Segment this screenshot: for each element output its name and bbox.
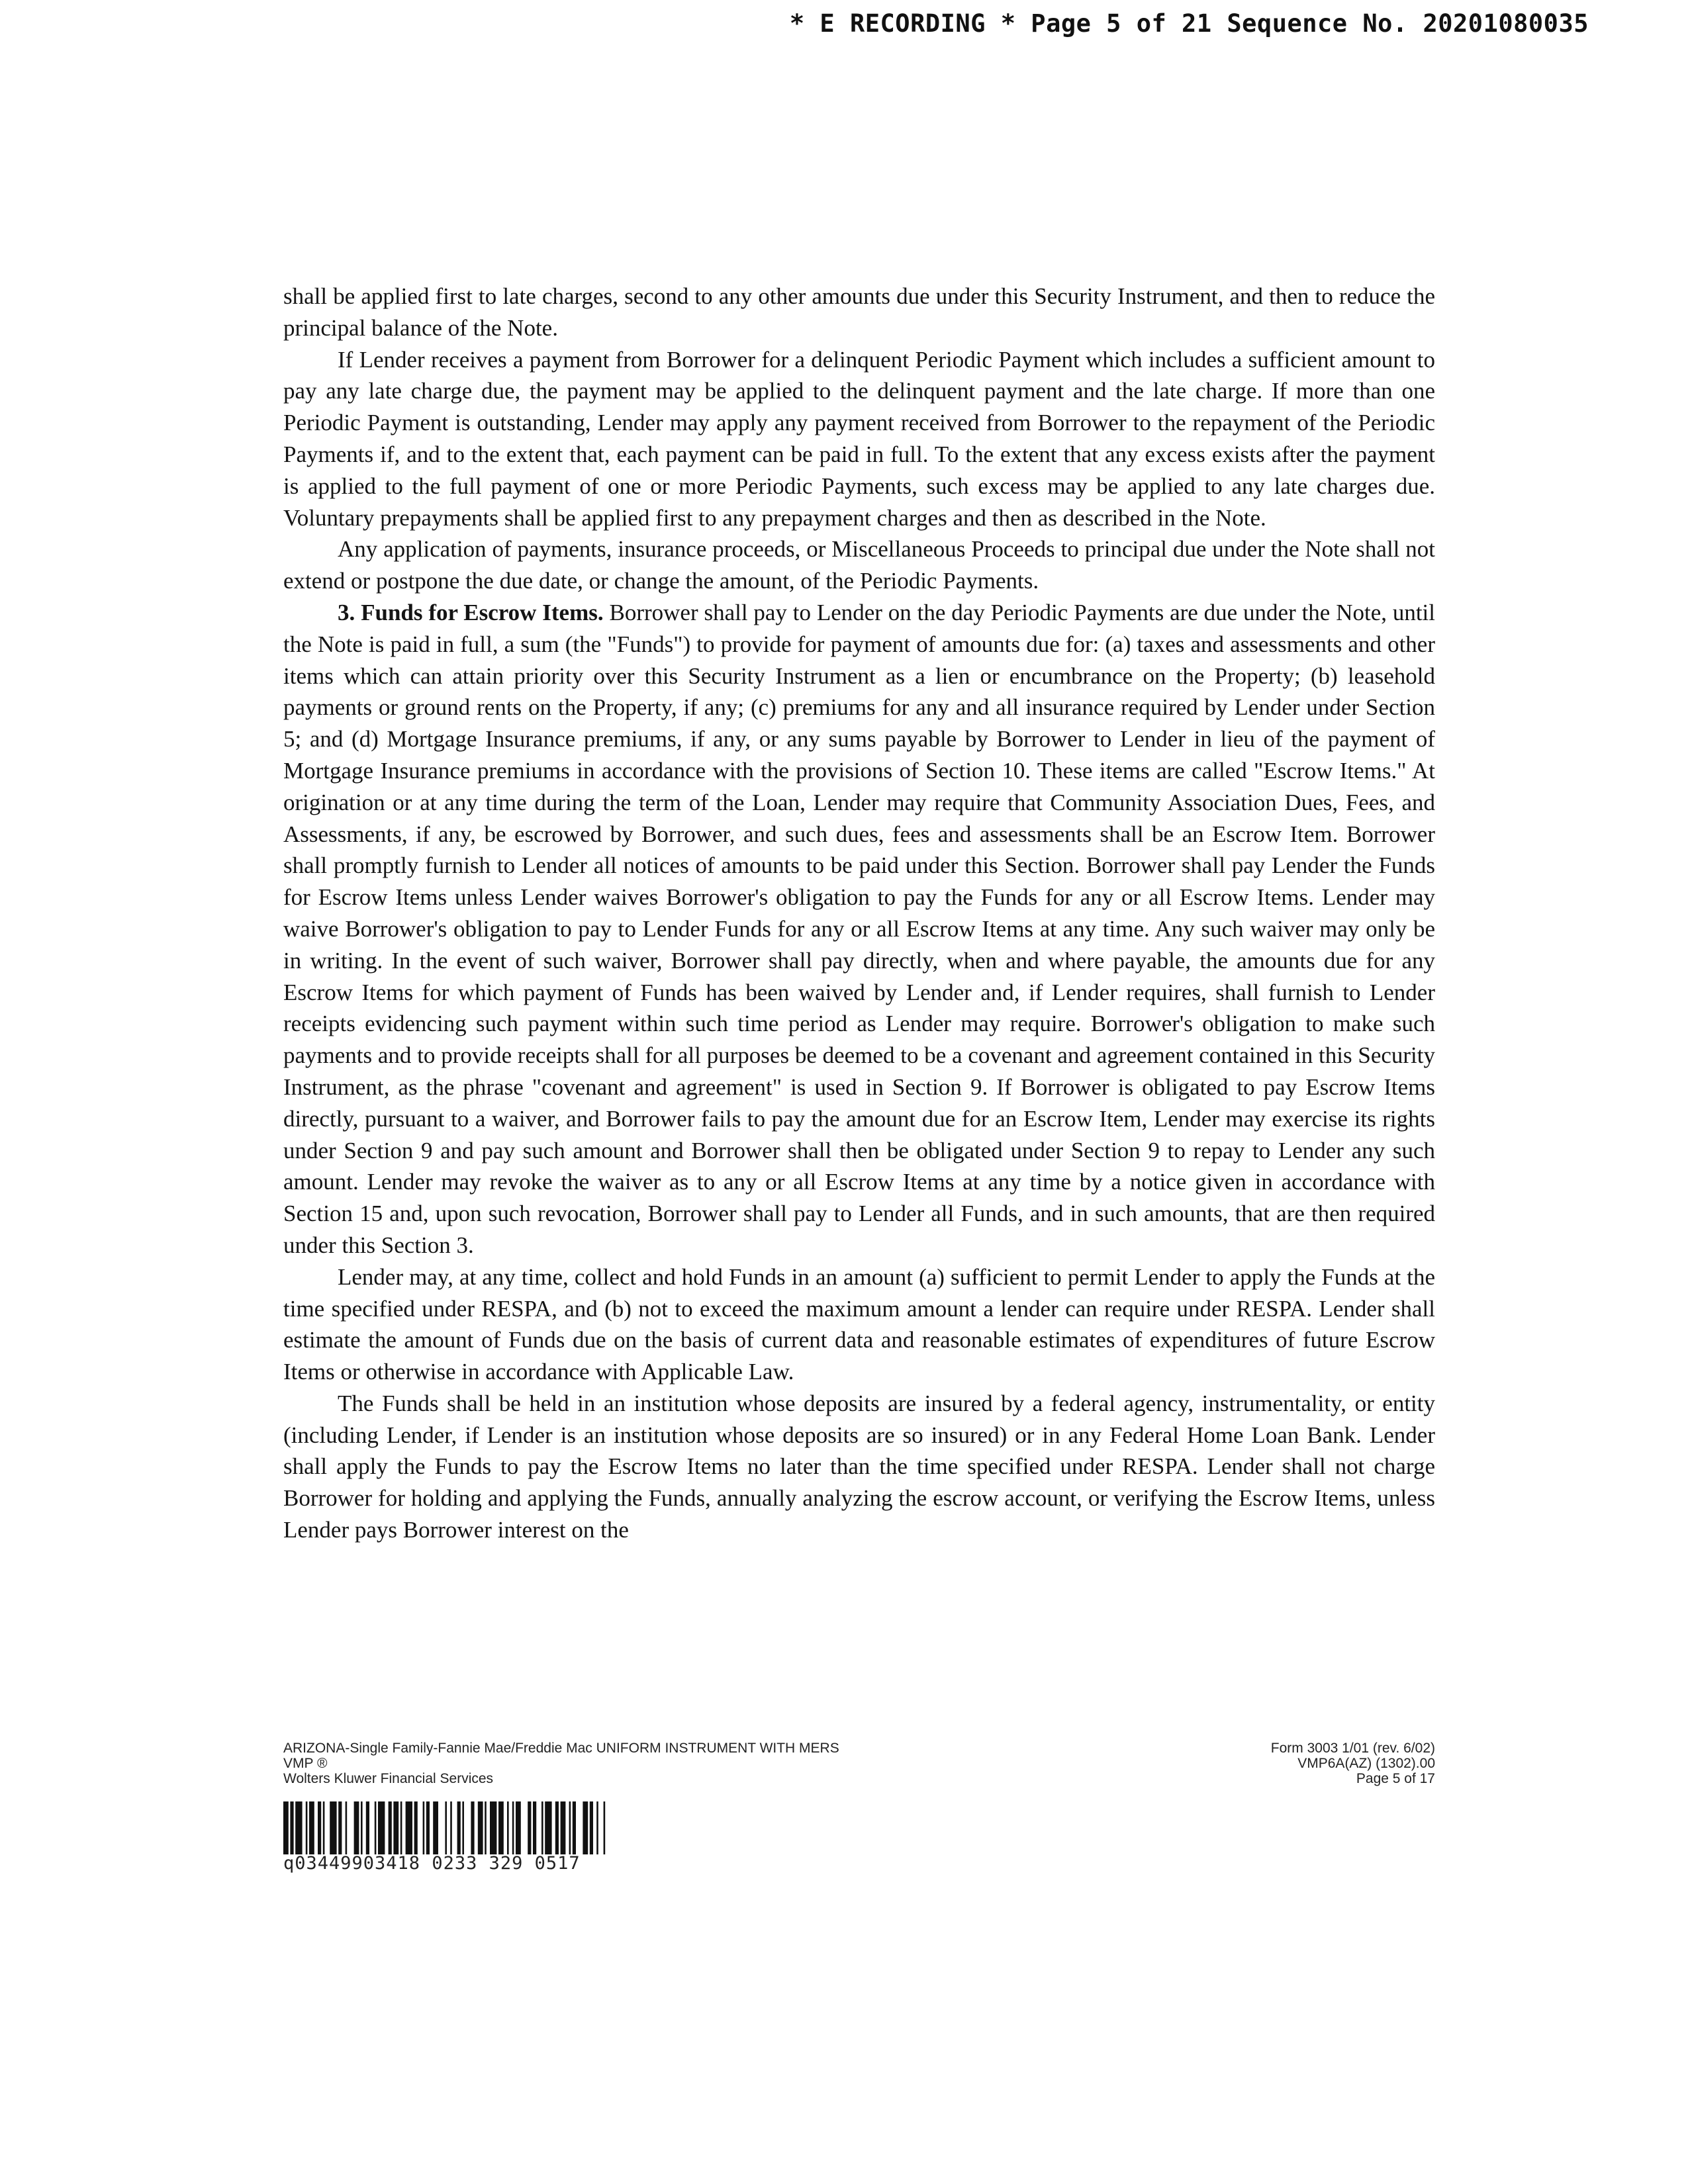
- barcode-bar: [406, 1801, 412, 1854]
- barcode-bar: [393, 1801, 399, 1854]
- footer-form-number: [1271, 1741, 1435, 1786]
- barcode-bar: [400, 1801, 402, 1854]
- footer-form-info: [283, 1741, 839, 1786]
- barcode-bar: [354, 1801, 359, 1854]
- barcode-bar: [295, 1801, 302, 1854]
- barcode-bar: [423, 1801, 425, 1854]
- paragraph-funds-for-escrow: [283, 597, 1435, 1261]
- barcode-bar: [512, 1801, 514, 1854]
- barcode-bar: [490, 1801, 496, 1854]
- footer-page-number: Page 5 of 17: [1356, 1771, 1435, 1786]
- document-body: [283, 281, 1435, 1546]
- barcode-bar: [604, 1801, 606, 1854]
- barcode-bar: [290, 1801, 293, 1854]
- barcode-bar: [323, 1801, 325, 1854]
- barcode-bar: [545, 1801, 551, 1854]
- barcode-bar: [573, 1801, 576, 1854]
- recording-stamp: * E RECORDING * Page 5 of 21 Sequence No. 20201080035: [789, 9, 1589, 38]
- paragraph: shall be applied first to late charges, second to any other amounts due under this Security Instrument, and then to reduce the principal balance of the Note.: [283, 283, 1435, 341]
- barcode-number: q03449903418 0233 329 0517: [283, 1853, 581, 1874]
- barcode: [283, 1801, 733, 1854]
- barcode-bar: [485, 1801, 487, 1854]
- barcode-bar: [283, 1801, 289, 1854]
- barcode-bar: [555, 1801, 559, 1854]
- barcode-bar: [450, 1801, 452, 1854]
- barcode-bar: [433, 1801, 438, 1854]
- paragraph: Lender may, at any time, collect and hold Funds in an amount (a) sufficient to permit Lender to apply the Funds at the time specified under RESPA, and (b) not to exceed the maximum amount a lender can require under RESPA. Lender shall estimate the amount of Funds due on the basis of current data and reasonable estimates of expenditures of future Escrow Items or otherwise in accordance with Applicable Law.: [283, 1263, 1435, 1385]
- barcode-bar: [507, 1801, 509, 1854]
- barcode-bar: [457, 1801, 461, 1854]
- barcode-bar: [541, 1801, 543, 1854]
- barcode-bar: [414, 1801, 418, 1854]
- barcode-bar: [361, 1801, 363, 1854]
- barcode-bar: [426, 1801, 430, 1854]
- barcode-bar: [445, 1801, 447, 1854]
- barcode-bar: [478, 1801, 483, 1854]
- footer-form-title: ARIZONA-Single Family-Fannie Mae/Freddie Mac UNIFORM INSTRUMENT WITH MERS: [283, 1741, 839, 1756]
- barcode-bar: [462, 1801, 464, 1854]
- footer-vmp: VMP ®: [283, 1756, 328, 1771]
- barcode-bar: [528, 1801, 531, 1854]
- barcode-bar: [366, 1801, 369, 1854]
- barcode-bar: [306, 1801, 308, 1854]
- barcode-bar: [389, 1801, 392, 1854]
- footer-publisher: Wolters Kluwer Financial Services: [283, 1771, 494, 1786]
- section-heading: 3. Funds for Escrow Items.: [338, 599, 604, 625]
- footer-form-code: VMP6A(AZ) (1302).00: [1297, 1756, 1435, 1771]
- barcode-bar: [516, 1801, 521, 1854]
- paragraph: Any application of payments, insurance proceeds, or Miscellaneous Proceeds to principal due under the Note shall not extend or postpone the due date, or change the amount, of the Periodic Payments.: [283, 536, 1435, 594]
- barcode-bar: [583, 1801, 588, 1854]
- barcode-bar: [338, 1801, 342, 1854]
- barcode-bar: [498, 1801, 504, 1854]
- paragraph: The Funds shall be held in an institution whose deposits are insured by a federal agency, instrumentality, or entity (including Lender, if Lender is an institution whose deposits are so insured) or in any Federal Home Loan Bank. Lender shall apply the Funds to pay the Escrow Items no later than the time specified under RESPA. Lender shall not charge Borrower for holding and applying the Funds, annually analyzing the escrow account, or verifying the Escrow Items, unless Lender pays Borrower interest on the: [283, 1390, 1435, 1543]
- paragraph: If Lender receives a payment from Borrower for a delinquent Periodic Payment which includes a sufficient amount to pay any late charge due, the payment may be applied to the delinquent payment and the late charge. If more than one Periodic Payment is outstanding, Lender may apply any payment received from Borrower to the repayment of the Periodic Payments if, and to the extent that, each payment can be paid in full. To the extent that any excess exists after the payment is applied to the full payment of one or more Periodic Payments, such excess may be applied to any late charges due. Voluntary prepayments shall be applied first to any prepayment charges and then as described in the Note.: [283, 346, 1435, 531]
- barcode-bar: [569, 1801, 571, 1854]
- barcode-bar: [471, 1801, 474, 1854]
- barcode-bar: [318, 1801, 321, 1854]
- barcode-bar: [309, 1801, 314, 1854]
- barcode-bar: [330, 1801, 336, 1854]
- barcode-bar: [346, 1801, 348, 1854]
- paragraph-text: Borrower shall pay to Lender on the day Periodic Payments are due under the Note, until the Note is paid in full, a sum (the "Funds") to provide for payment of amounts due for: (a) taxes and assessments and other items which can attain priority over this Security Instrument as a lien or encumbrance on the Property; (b) leasehold payments or ground rents on the Property, if any; (c) premiums for any and all insurance required by Lender under Section 5; and (d) Mortgage Insurance premiums, if any, or any sums payable by Borrower to Lender in lieu of the payment of Mortgage Insurance premiums in accordance with the provisions of Section 10. These items are called "Escrow Items." At origination or at any time during the term of the Loan, Lender may require that Community Association Dues, Fees, and Assessments, if any, be escrowed by Borrower, and such dues, fees and assessments shall be an Escrow Item. Borrower shall promptly furnish to Lender all notices of amounts to be paid under this Section. Borrower shall pay Lender the Funds for Escrow Items unless Lender waives Borrower's obligation to pay the Funds for any or all Escrow Items. Lender may waive Borrower's obligation to pay to Lender Funds for any or all Escrow Items at any time. Any such waiver may only be in writing. In the event of such waiver, Borrower shall pay directly, when and where payable, the amounts due for any Escrow Items for which payment of Funds has been waived by Lender and, if Lender requires, shall furnish to Lender receipts evidencing such payment within such time period as Lender may require. Borrower's obligation to make such payments and to provide receipts shall for all purposes be deemed to be a covenant and agreement contained in this Security Instrument, as the phrase "covenant and agreement" is used in Section 9. If Borrower is obligated to pay Escrow Items directly, pursuant to a waiver, and Borrower fails to pay the amount due for an Escrow Item, Lender may exercise its rights under Section 9 and pay such amount and Borrower shall then be obligated under Section 9 to repay to Lender any such amount. Lender may revoke the waiver as to any or all Escrow Items at any time by a notice given in accordance with Section 15 and, upon such revocation, Borrower shall pay to Lender all Funds, and in such amounts, that are then required under this Section 3.: [283, 599, 1436, 1258]
- barcode-bar: [596, 1801, 598, 1854]
- barcode-bar: [561, 1801, 566, 1854]
- barcode-bar: [590, 1801, 593, 1854]
- barcode-bar: [375, 1801, 377, 1854]
- barcode-bar: [533, 1801, 536, 1854]
- barcode-bar: [378, 1801, 385, 1854]
- footer-form-rev: Form 3003 1/01 (rev. 6/02): [1270, 1741, 1435, 1756]
